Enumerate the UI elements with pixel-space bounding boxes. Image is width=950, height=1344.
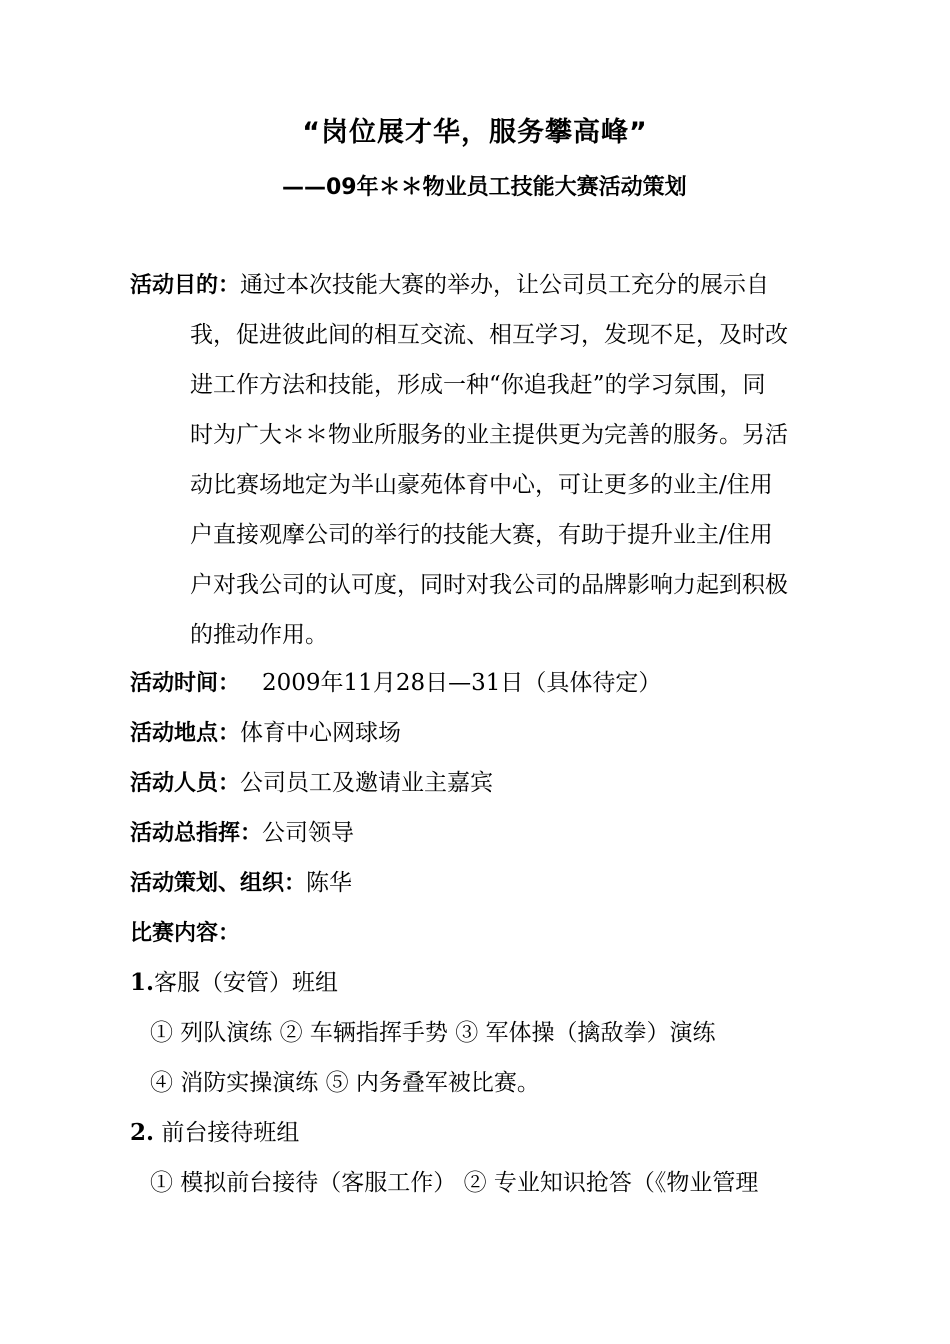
document-subtitle: ——09年＊＊物业员工技能大赛活动策划 bbox=[282, 175, 687, 200]
people-value: 公司员工及邀请业主嘉宾 bbox=[240, 770, 494, 796]
purpose-line-4: 时为广大＊＊物业所服务的业主提供更为完善的服务。另活 bbox=[190, 422, 788, 448]
organizer-value: 陈华 bbox=[306, 870, 353, 896]
purpose-line-5: 动比赛场地定为半山豪苑体育中心，可让更多的业主/住用 bbox=[190, 472, 773, 498]
document-title: “岗位展才华，服务攀高峰” bbox=[302, 117, 648, 148]
director-line bbox=[130, 818, 354, 849]
place-line bbox=[130, 718, 401, 749]
organizer-label: 活动策划、组织： bbox=[130, 871, 307, 896]
group-1-items-line-2: ④ 消防实操演练 ⑤ 内务叠军被比赛。 bbox=[150, 1070, 540, 1096]
place-label: 活动地点： bbox=[130, 721, 241, 746]
purpose-label: 活动目的： bbox=[130, 273, 241, 298]
purpose-line-8: 的推动作用。 bbox=[190, 622, 328, 648]
group-2-items-line-1: ① 模拟前台接待（客服工作） ② 专业知识抢答（《物业管理 bbox=[150, 1170, 759, 1196]
group-2-number: 2. bbox=[130, 1119, 155, 1146]
people-label: 活动人员： bbox=[130, 771, 241, 796]
time-line bbox=[130, 668, 661, 699]
purpose-line-7: 户对我公司的认可度，同时对我公司的品牌影响力起到积极 bbox=[190, 572, 788, 598]
group-1-heading bbox=[130, 968, 338, 998]
time-label: 活动时间： bbox=[130, 671, 241, 696]
purpose-line-6: 户直接观摩公司的举行的技能大赛，有助于提升业主/住用 bbox=[190, 522, 773, 548]
purpose-line-1 bbox=[130, 270, 769, 301]
contest-label: 比赛内容： bbox=[130, 921, 241, 946]
group-1-number: 1. bbox=[130, 969, 155, 996]
place-value: 体育中心网球场 bbox=[240, 720, 402, 746]
group-1-items-line-1: ① 列队演练 ② 车辆指挥手势 ③ 军体操（擒敌拳）演练 bbox=[150, 1020, 716, 1046]
people-line bbox=[130, 768, 493, 799]
group-2-heading bbox=[130, 1118, 299, 1148]
group-1-name: 客服（安管）班组 bbox=[154, 970, 339, 996]
purpose-line-3: 进工作方法和技能，形成一种“你追我赶”的学习氛围，同 bbox=[190, 372, 766, 398]
group-2-name: 前台接待班组 bbox=[154, 1120, 300, 1146]
director-value: 公司领导 bbox=[262, 820, 355, 846]
time-value: 2009年11月28日—31日（具体待定） bbox=[262, 670, 662, 696]
purpose-line-2: 我，促进彼此间的相互交流、相互学习，发现不足，及时改 bbox=[190, 322, 788, 348]
director-label: 活动总指挥： bbox=[130, 821, 263, 846]
purpose-text: 通过本次技能大赛的举办，让公司员工充分的展示自 bbox=[240, 272, 770, 298]
contest-heading bbox=[130, 918, 240, 949]
organizer-line bbox=[130, 868, 352, 899]
